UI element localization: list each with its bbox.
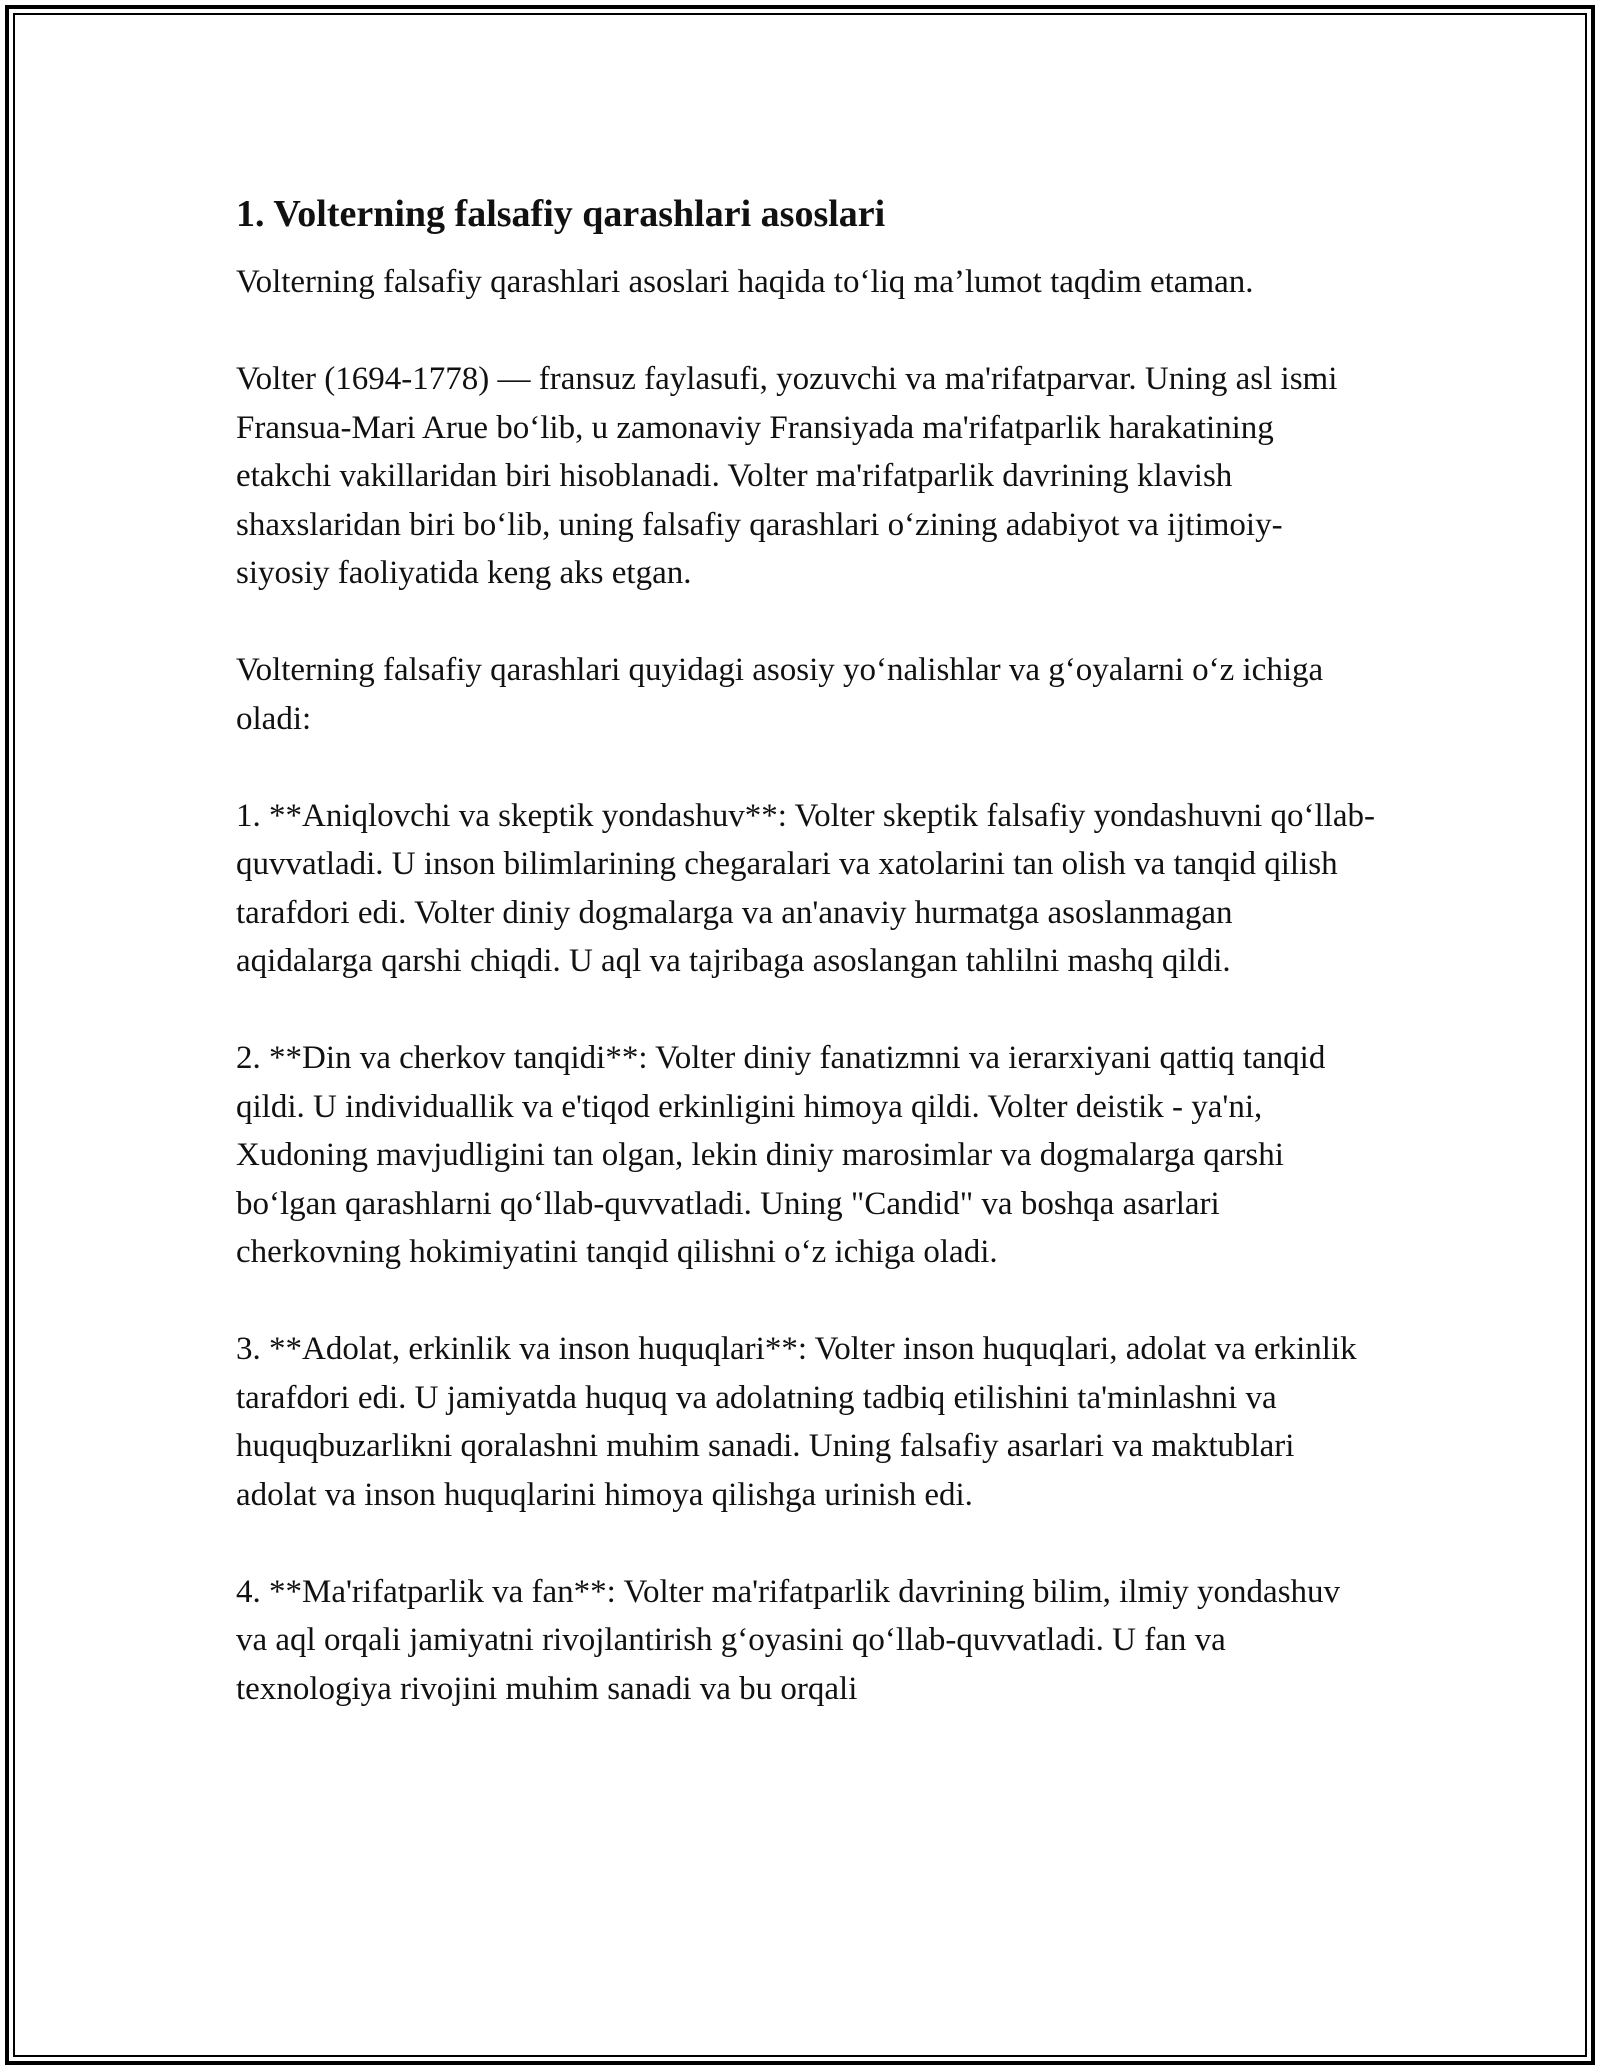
list-item-skeptic-approach: 1. **Aniqlovchi va skeptik yondashuv**: Volter skeptik falsafiy yondashuvni qo‘llab-quvvatladi. U inson bilimlarining chegaralari va xatolarini tan olish va tanqid qilish tarafdori edi. Volter diniy dogmalarga va an'anaviy hurmatga asoslanmagan aqidalarga qarshi chiqdi. U aql va tajribaga asoslangan tahlilni mashq qildi. [236, 797, 1375, 979]
paragraph-biography: Volter (1694-1778) — fransuz faylasufi, yozuvchi va ma'rifatparvar. Uning asl ismi Fransua-Mari Arue bo‘lib, u zamonaviy Fransiyada ma'rifatparlik harakatining etakchi vakillaridan biri hisoblanadi. Volter ma'rifatparlik davrining klavish shaxslaridan biri bo‘lib, uning falsafiy qarashlari o‘zining adabiyot va ijtimoiy-siyosiy faoliyatida keng aks etgan. [236, 361, 1338, 591]
list-item-enlightenment-science: 4. **Ma'rifatparlik va fan**: Volter ma'rifatparlik davrining bilim, ilmiy yondashuv va aql orqali jamiyatni rivojlantirish g‘oyasini qo‘llab-quvvatladi. U fan va texnologiya rivojini muhim sanadi va bu orqali [236, 1573, 1341, 1707]
list-item-justice-rights: 3. **Adolat, erkinlik va inson huquqlari**: Volter inson huquqlari, adolat va erkinlik tarafdori edi. U jamiyatda huquq va adolatning tadbiq etilishini ta'minlashni va huquqbuzarlikni qoralashni muhim sanadi. Uning falsafiy asarlari va maktublari adolat va inson huquqlarini himoya qilishga urinish edi. [236, 1331, 1357, 1513]
document-title: 1. Volterning falsafiy qarashlari asoslari [236, 193, 886, 235]
document-body [236, 186, 1376, 1762]
list-item-church-critique: 2. **Din va cherkov tanqidi**: Volter diniy fanatizmni va ierarxiyani qattiq tanqid qildi. U individuallik va e'tiqod erkinligini himoya qildi. Volter deistik - ya'ni, Xudoning mavjudligini tan olgan, lekin diniy marosimlar va dogmalarga qarshi bo‘lgan qarashlarni qo‘llab-quvvatladi. Uning "Candid" va boshqa asarlari cherkovning hokimiyatini tanqid qilishni o‘z ichiga oladi. [236, 1040, 1326, 1270]
paragraph-intro: Volterning falsafiy qarashlari asoslari haqida to‘liq ma’lumot taqdim etaman. [236, 264, 1254, 300]
paragraph-directions-intro: Volterning falsafiy qarashlari quyidagi asosiy yo‘nalishlar va g‘oyalarni o‘z ichiga oladi: [236, 652, 1324, 737]
